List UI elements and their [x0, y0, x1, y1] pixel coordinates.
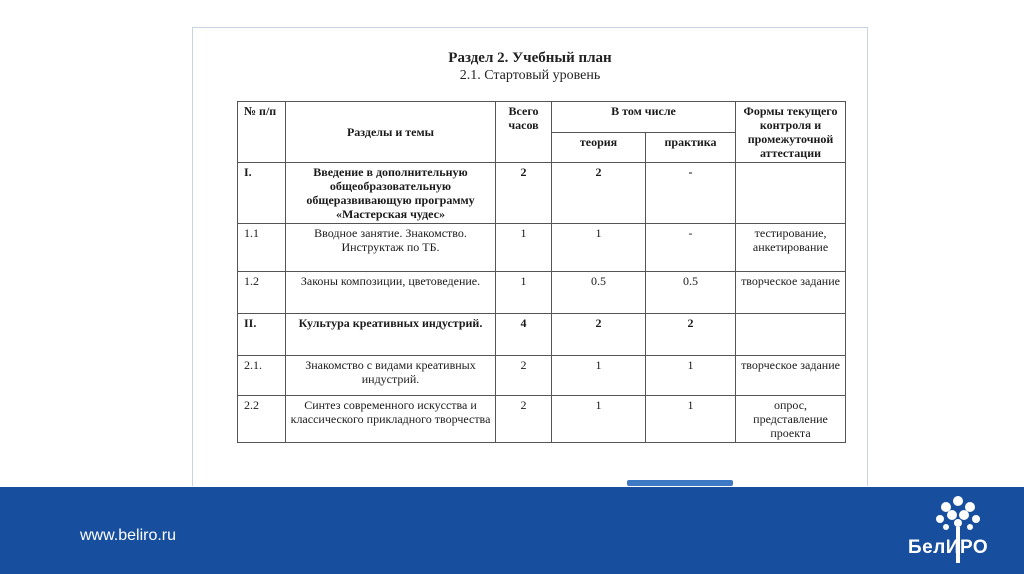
row-title: Введение в дополнительную общеобразовательную общеразвивающую программу «Мастерская чудес» — [286, 163, 496, 224]
header-including: В том числе — [552, 102, 736, 133]
table-row — [238, 356, 846, 396]
row-form: творческое задание — [736, 272, 846, 314]
row-total: 1 — [496, 224, 552, 272]
row-practice: 0.5 — [646, 272, 736, 314]
table-row — [238, 224, 846, 272]
row-num: I. — [238, 163, 286, 224]
row-theory: 1 — [552, 224, 646, 272]
document-page — [192, 27, 868, 486]
row-form: творческое задание — [736, 356, 846, 396]
curriculum-table — [237, 101, 846, 443]
table-row — [238, 272, 846, 314]
logo-text: БелИРО — [908, 537, 989, 558]
beliro-logo — [902, 493, 1014, 569]
row-title: Законы композиции, цветоведение. — [286, 272, 496, 314]
row-theory: 1 — [552, 396, 646, 443]
row-form: тестирование, анкетирование — [736, 224, 846, 272]
row-num: 1.2 — [238, 272, 286, 314]
row-num: 1.1 — [238, 224, 286, 272]
header-sections: Разделы и темы — [286, 102, 496, 163]
row-form — [736, 314, 846, 356]
row-num: 2.1. — [238, 356, 286, 396]
row-title: Синтез современного искусства и классического прикладного творчества — [286, 396, 496, 443]
row-num: 2.2 — [238, 396, 286, 443]
row-title: Вводное занятие. Знакомство. Инструктаж по ТБ. — [286, 224, 496, 272]
row-practice: 2 — [646, 314, 736, 356]
row-practice: 1 — [646, 396, 736, 443]
row-total: 2 — [496, 396, 552, 443]
website-link[interactable]: www.beliro.ru — [80, 527, 177, 544]
document-heading: Раздел 2. Учебный план — [448, 50, 612, 66]
row-total: 1 — [496, 272, 552, 314]
row-theory: 2 — [552, 163, 646, 224]
footer-bar — [0, 487, 1024, 574]
header-practice: практика — [646, 132, 736, 163]
header-num: № п/п — [238, 102, 286, 163]
document-subheading: 2.1. Стартовый уровень — [459, 68, 601, 83]
row-total: 2 — [496, 163, 552, 224]
row-title: Культура креативных индустрий. — [286, 314, 496, 356]
row-practice: 1 — [646, 356, 736, 396]
row-practice: - — [646, 224, 736, 272]
table-row — [238, 163, 846, 224]
row-practice: - — [646, 163, 736, 224]
header-theory: теория — [552, 132, 646, 163]
row-num: II. — [238, 314, 286, 356]
row-theory: 1 — [552, 356, 646, 396]
header-forms: Формы текущего контроля и промежуточной аттестации — [736, 102, 846, 163]
row-total: 2 — [496, 356, 552, 396]
header-total: Всего часов — [496, 102, 552, 163]
row-title: Знакомство с видами креативных индустрий. — [286, 356, 496, 396]
table-row — [238, 314, 846, 356]
row-form: опрос, представление проекта — [736, 396, 846, 443]
row-theory: 2 — [552, 314, 646, 356]
row-form — [736, 163, 846, 224]
table-row — [238, 396, 846, 443]
row-theory: 0.5 — [552, 272, 646, 314]
row-total: 4 — [496, 314, 552, 356]
horizontal-scrollbar[interactable] — [627, 480, 733, 486]
